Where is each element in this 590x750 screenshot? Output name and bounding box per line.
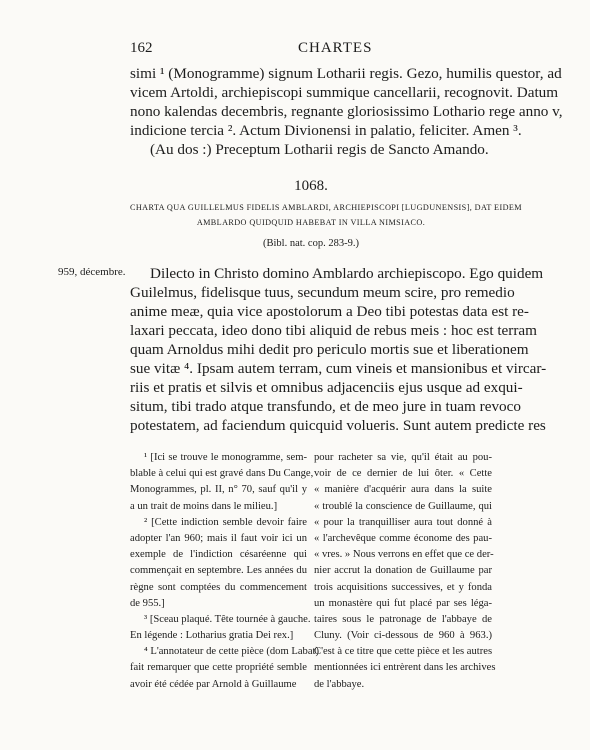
footnote-line: de 955.] — [130, 597, 165, 609]
footnote-line: mentionnées ici entrèrent dans les archives — [314, 662, 496, 674]
footnote-line: « manière d'acquérir aura dans la suite — [314, 484, 492, 496]
footnote-line: pour racheter sa vie, qu'il était au pou- — [314, 452, 492, 463]
footnote-line: ³ [Sceau plaqué. Tête tournée à gauche. — [144, 613, 311, 625]
footnote-line: adopter l'an 960; mais il faut voir ici un — [130, 532, 307, 544]
footnote-line: « pour la tranquilliser aura tout donné à — [314, 516, 492, 528]
text-line: simi ¹ (Monogramme) signum Lotharii regis. Gezo, humilis questor, ad — [130, 65, 562, 82]
footnote-line: nier accrut la donation de Guillaume par — [314, 565, 492, 577]
running-title: CHARTES — [298, 40, 373, 56]
text-line: Guilelmus, fidelisque tuus, secundum meum scire, pro remedio — [130, 284, 515, 301]
text-line: laxari peccata, ideo dono tibi aliquid de rebus meis : hoc est terram — [130, 322, 537, 339]
footnote-line: « troublé la conscience de Guillaume, qui — [314, 500, 492, 512]
footnote-line: de l'abbaye. — [314, 678, 365, 690]
text-line: nono kalendas decembris, regnante gloriosissimo Lothario rege anno v, — [130, 103, 563, 120]
page-number: 162 — [130, 40, 153, 56]
document-title-line: CHARTA QUA GUILLELMUS FIDELIS AMBLARDI, ARCHIEPISCOPI [LUGDUNENSIS], DAT EIDEM — [130, 203, 522, 212]
text-line: situm, tibi trado atque transfundo, et de meo jure in tuam revoco — [130, 398, 521, 415]
footnote-line: ² [Cette indiction semble devoir faire — [144, 516, 307, 528]
footnote-line: trois acquisitions successives, et y fonda — [314, 581, 492, 593]
footnote-line: Cluny. (Voir ci-dessous de 960 à 963.) — [314, 630, 492, 642]
footnote-line: ⁴ L'annotateur de cette pièce (dom Labat) — [144, 646, 320, 658]
source-reference: (Bibl. nat. cop. 283-9.) — [263, 238, 359, 249]
footnote-line: Monogrammes, pl. II, n° 70, sauf qu'il y — [130, 484, 307, 496]
text-line: sue vitæ ⁴. Ipsam autem terram, cum vineis et mansionibus et vircar- — [130, 360, 547, 377]
footnote-line: commençait en septembre. Les années du — [130, 565, 307, 577]
text-line: quam Arnoldus mihi dedit pro periculo mortis sue et liberationem — [130, 341, 529, 358]
footnote-line: ¹ [Ici se trouve le monogramme, sem- — [144, 452, 307, 463]
footnotes-left-column — [130, 450, 320, 693]
footnote-line: En légende : Lotharius gratia Dei rex.] — [130, 630, 294, 642]
text-line: vicem Artoldi, archiepiscopi summique cancellarii, recognovit. Datum — [130, 84, 559, 101]
footnote-line: taires sous le patronage de l'abbaye de — [314, 613, 492, 625]
footnote-line: un monastère qui fut placé par ses léga- — [314, 597, 492, 609]
footnote-line: fait remarquer que cette propriété semble — [130, 662, 307, 674]
text-line: potestatem, ad faciendum quicquid volueris. Sunt autem predicte res — [130, 417, 546, 434]
footnote-line: C'est à ce titre que cette pièce et les autres — [314, 646, 493, 658]
text-line: indicione tercia ². Actum Divionensi in palatio, feliciter. Amen ³. — [130, 122, 522, 139]
footnote-line: règne sont comptées du commencement — [130, 581, 307, 593]
footnote-line: avoir été cédée par Arnold à Guillaume — [130, 678, 297, 690]
margin-date: 959, décembre. — [58, 266, 126, 278]
footnote-line: « vres. » Nous verrons en effet que ce der- — [314, 549, 494, 561]
footnote-line: « l'archevêque comme économe des pau- — [314, 532, 492, 544]
text-line: Dilecto in Christo domino Amblardo archiepiscopo. Ego quidem — [150, 265, 544, 282]
text-line: riis et pratis et silvis et omnibus adjacenciis ejus usque ad exqui- — [130, 379, 523, 396]
footnote-line: a un trait de moins dans le milieu.] — [130, 500, 278, 512]
document-title-line: AMBLARDO QUIDQUID HABEBAT IN VILLA NIMSIACO. — [196, 218, 426, 227]
endorsement-line: (Au dos :) Preceptum Lotharii regis de Sancto Amando. — [150, 141, 489, 158]
document-number: 1068. — [294, 178, 328, 194]
footnote-line: blable à celui qui est gravé dans Du Cange, — [130, 468, 314, 480]
footnote-line: voir de ce dernier de lui ôter. « Cette — [314, 468, 492, 480]
footnote-line: exemple de l'indiction césaréenne qui — [130, 549, 307, 561]
text-line: anime meæ, quia vice apostolorum a Deo tibi potestas data est re- — [130, 303, 529, 320]
footnotes-right-column — [314, 450, 496, 693]
